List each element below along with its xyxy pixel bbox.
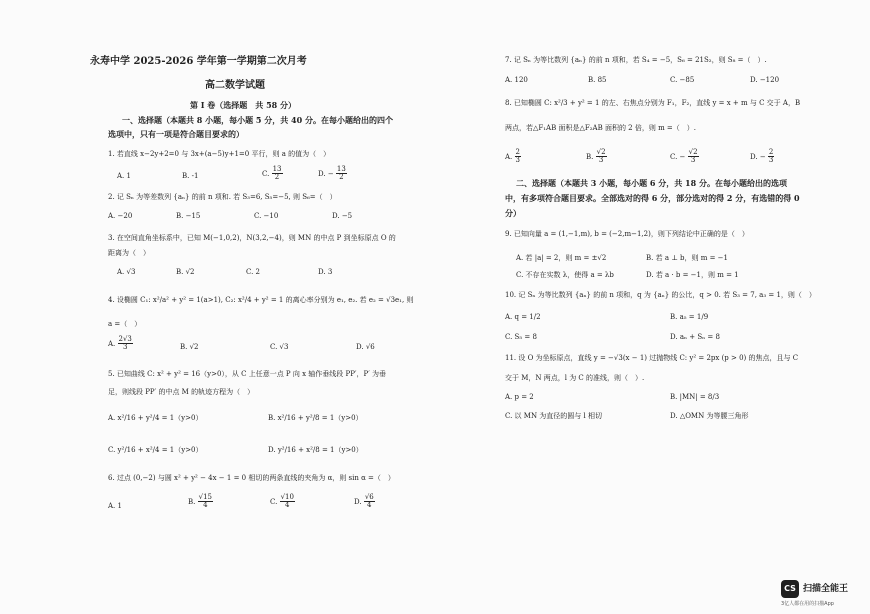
q10-option-b: B. a₅ = 1/9 — [670, 313, 709, 321]
q8-option-c: C. − $\frac{√2}{3}$ — [670, 148, 698, 165]
q6-option-a: A. 1 — [108, 502, 122, 510]
q3-stem-2: 距离为（ ） — [108, 249, 150, 257]
q8-option-b: B. $\frac{√2}{3}$ — [586, 148, 606, 165]
q7-option-c: C. −85 — [670, 76, 695, 84]
q10-option-c: C. S₅ = 8 — [505, 333, 537, 341]
q4-option-c: C. √3 — [270, 343, 289, 351]
q8-option-a: A. $\frac{2}{3}$ — [505, 148, 520, 165]
q3-option-a: A. √3 — [117, 268, 136, 276]
q3-option-c: C. 2 — [246, 268, 261, 276]
q5-option-d: D. y²/16 + x²/8 = 1（y>0） — [268, 446, 363, 454]
q9-option-b: B. 若 a ⊥ b，则 m = −1 — [646, 254, 729, 262]
q8-stem-2: 两点，若△F₁AB 面积是△F₂AB 面积的 2 倍，则 m =（ ）. — [505, 124, 697, 132]
camscanner-logo-icon: CS — [781, 580, 799, 598]
q6-option-d: D. $\frac{√6}{4}$ — [354, 493, 374, 510]
q11-option-a: A. p = 2 — [505, 393, 534, 401]
q2-option-b: B. −15 — [176, 212, 201, 220]
q5-option-b: B. x²/16 + y²/8 = 1（y>0） — [268, 414, 363, 422]
q4-stem-2: a =（ ） — [108, 320, 142, 328]
scanner-watermark — [781, 578, 865, 608]
q11-stem: 11. 设 O 为坐标原点，直线 y = −√3(x − 1) 过抛物线 C: y² = 2px (p > 0) 的焦点，且与 C — [505, 354, 799, 362]
q7-option-a: A. 120 — [505, 76, 528, 84]
q1-option-a: A. 1 — [117, 172, 131, 180]
section2-heading-3: 分） — [505, 208, 521, 218]
section1-heading: 一、选择题（本题共 8 小题，每小题 5 分，共 40 分。在每小题给出的四个 — [122, 115, 393, 125]
q5-stem: 5. 已知曲线 C: x² + y² = 16（y>0），从 C 上任意一点 P 向 x 轴作垂线段 PP′，P′ 为垂 — [108, 370, 387, 378]
q3-option-b: B. √2 — [176, 268, 195, 276]
q4-option-a: A. $\frac{2√3}{3}$ — [108, 335, 132, 352]
q9-option-d: D. 若 a · b = −1，则 m = 1 — [646, 271, 739, 279]
q5-stem-2: 足，则线段 PP′ 的中点 M 的轨迹方程为（ ） — [108, 388, 255, 396]
school-title: 永寿中学 2025-2026 学年第一学期第二次月考 — [90, 56, 307, 67]
q4-option-b: B. √2 — [180, 343, 199, 351]
q11-option-d: D. △OMN 为等腰三角形 — [670, 412, 749, 420]
watermark-name: 扫描全能王 — [803, 584, 849, 594]
section2-heading: 二、选择题（本题共 3 小题，每小题 6 分，共 18 分。在每小题给出的选项 — [516, 178, 787, 188]
watermark-sub: 3亿人都在用的扫描App — [781, 601, 834, 607]
q5-option-c: C. y²/16 + x²/4 = 1（y>0） — [108, 446, 203, 454]
q1-option-c: C. $\frac{13}{2}$ — [262, 165, 282, 182]
q6-option-c: C. $\frac{√10}{4}$ — [270, 493, 294, 510]
q3-stem: 3. 在空间直角坐标系中，已知 M(−1,0,2)，N(3,2,−4)，则 MN 的中点 P 到坐标原点 O 的 — [108, 234, 396, 242]
section2-heading-2: 中，有多项符合题目要求。全部选对的得 6 分，部分选对的得 2 分，有选错的得 0 — [505, 193, 800, 203]
q9-stem: 9. 已知向量 a = (1,−1,m), b = (−2,m−1,2)，则下列结论中正确的是（ ） — [505, 230, 749, 238]
q7-option-b: B. 85 — [588, 76, 607, 84]
q5-option-a: A. x²/16 + y²/4 = 1（y>0） — [108, 414, 203, 422]
q8-option-d: D. − $\frac{2}{3}$ — [750, 148, 774, 165]
q3-option-d: D. 3 — [318, 268, 333, 276]
q7-stem: 7. 记 Sₙ 为等比数列 {aₙ} 的前 n 项和，若 S₄ = −5，S₆ = 21S₂，则 S₈ =（ ）. — [505, 56, 767, 64]
q1-option-d: D. − $\frac{13}{2}$ — [318, 165, 346, 182]
q6-stem: 6. 过点 (0,−2) 与圆 x² + y² − 4x − 1 = 0 相切的两条直线的夹角为 α，则 sin α =（ ） — [108, 474, 395, 482]
q10-stem: 10. 记 Sₙ 为等比数列 {aₙ} 的前 n 项和，q 为 {aₙ} 的公比，q > 0. 若 S₃ = 7, a₃ = 1，则（ ） — [505, 291, 816, 299]
q7-option-d: D. −120 — [750, 76, 780, 84]
q4-option-d: D. √6 — [356, 343, 375, 351]
q1-option-b: B. -1 — [182, 172, 199, 180]
q9-option-a: A. 若 |a| = 2，则 m = ±√2 — [516, 254, 607, 262]
q2-option-d: D. −5 — [332, 212, 353, 220]
q6-option-b: B. $\frac{√15}{4}$ — [188, 493, 212, 510]
q10-option-a: A. q = 1/2 — [505, 313, 541, 321]
q9-option-c: C. 不存在实数 λ，使得 a = λb — [516, 271, 614, 279]
q1-stem: 1. 若直线 x−2y+2=0 与 3x+(a−5)y+1=0 平行，则 a 的值为（ ） — [108, 150, 331, 158]
q4-stem: 4. 设椭圆 C₁: x²/a² + y² = 1(a>1), C₂: x²/4 + y² = 1 的离心率分别为 e₁, e₂. 若 e₂ = √3e₁, 则 — [108, 296, 414, 304]
part-title: 第 I 卷（选择题 共 58 分） — [190, 100, 297, 110]
q11-stem-2: 交于 M，N 两点，l 为 C 的准线，则（ ）. — [505, 374, 645, 382]
q11-option-b: B. |MN| = 8/3 — [670, 393, 720, 401]
section1-heading-2: 选项中，只有一项是符合题目要求的） — [108, 129, 244, 139]
subject-title: 高二数学试题 — [205, 80, 265, 91]
q2-option-c: C. −10 — [254, 212, 279, 220]
q2-option-a: A. −20 — [108, 212, 133, 220]
q11-option-c: C. 以 MN 为直径的圆与 l 相切 — [505, 412, 602, 420]
q10-option-d: D. aₙ + Sₙ = 8 — [670, 333, 720, 341]
q8-stem: 8. 已知椭圆 C: x²/3 + y² = 1 的左、右焦点分别为 F₁，F₂，直线 y = x + m 与 C 交于 A，B — [505, 99, 801, 107]
q2-stem: 2. 记 Sₙ 为等差数列 {aₙ} 的前 n 项和. 若 S₃=6, S₅=−5, 则 S₆=（ ） — [108, 193, 337, 201]
